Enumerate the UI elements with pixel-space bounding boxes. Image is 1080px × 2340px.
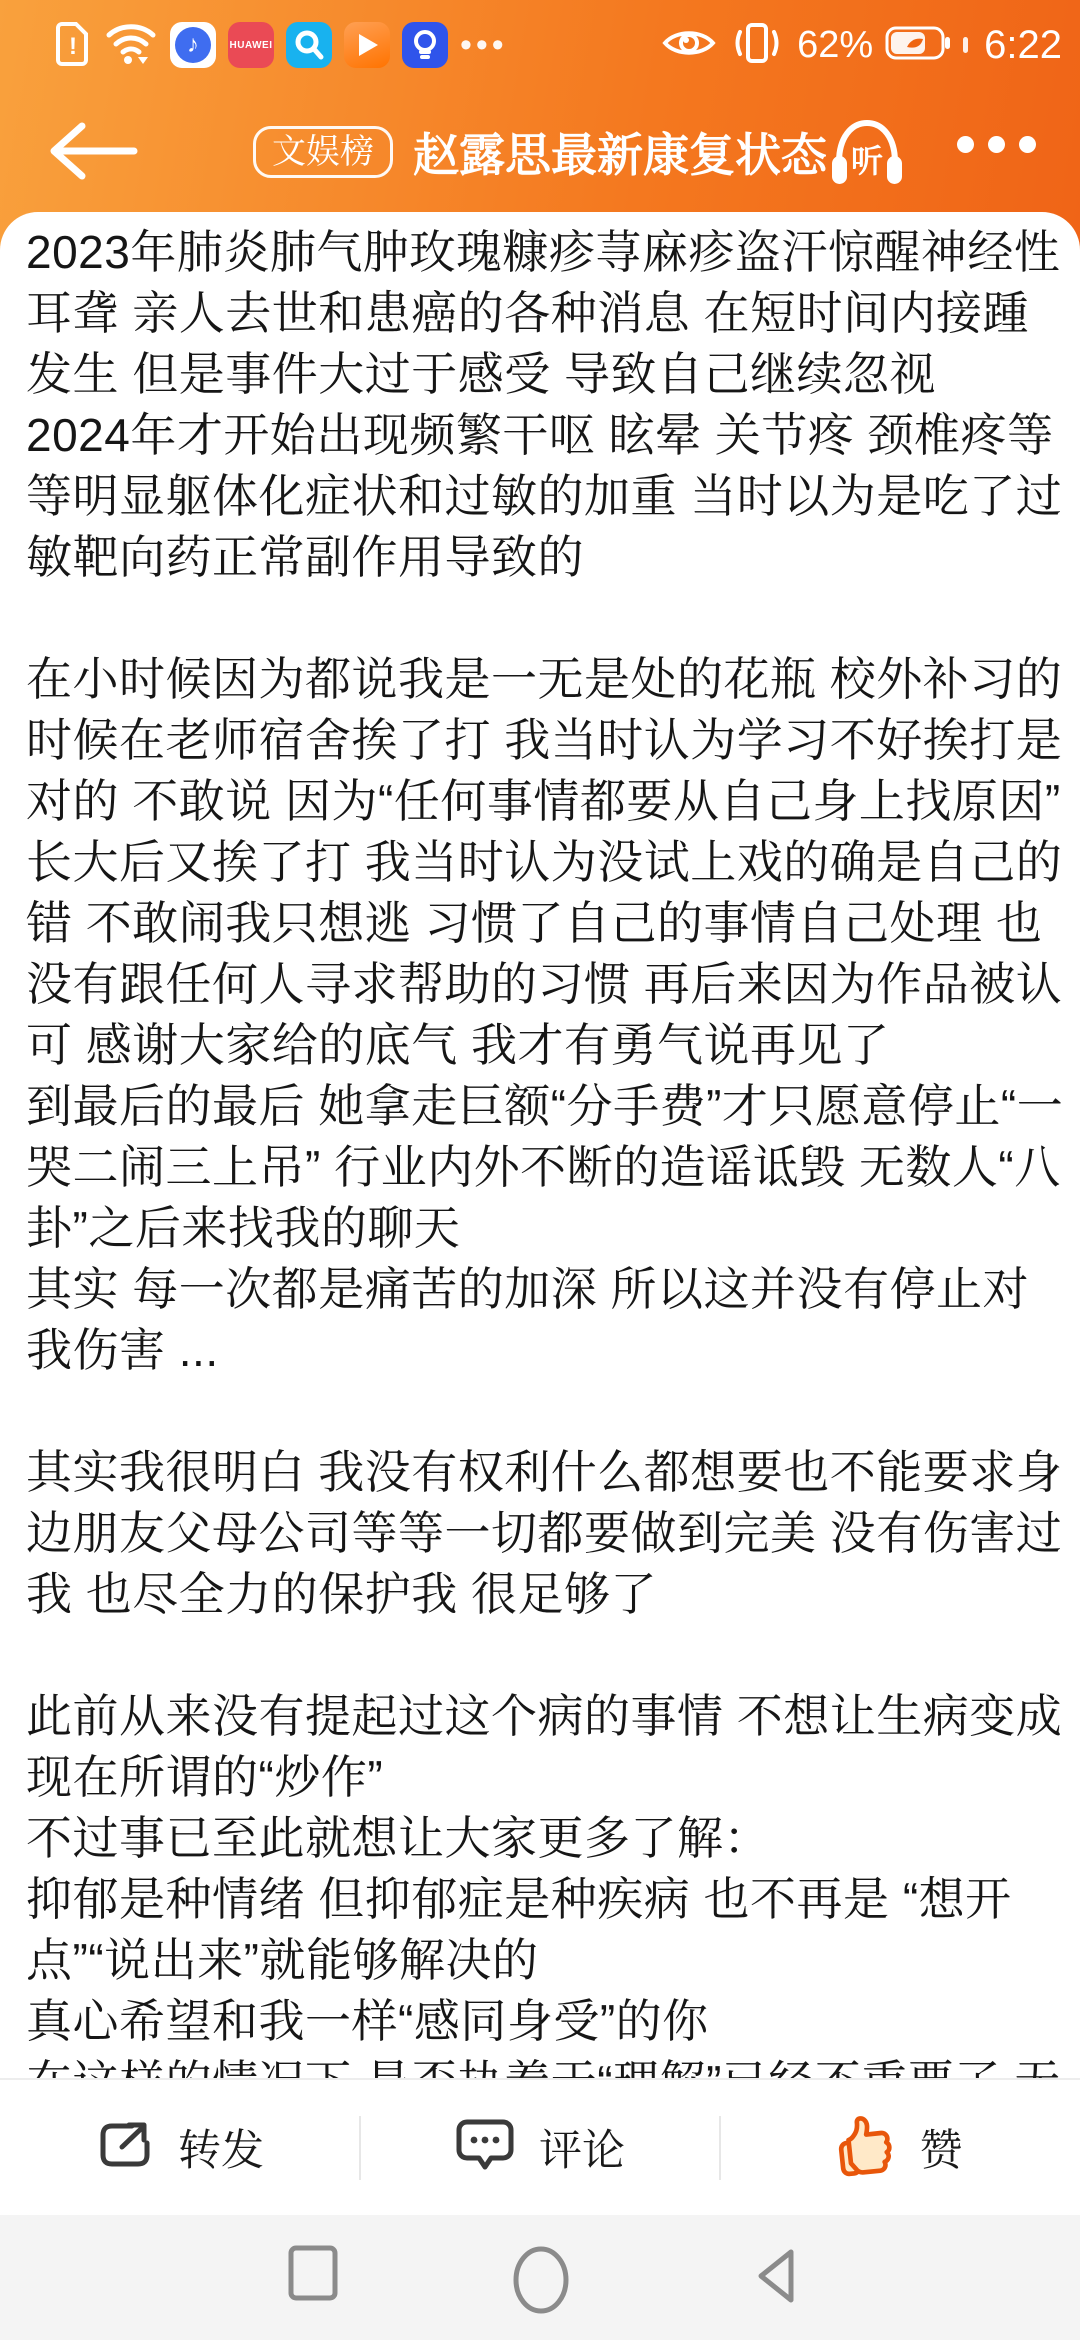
comment-icon: [455, 2117, 515, 2178]
action-toolbar: [0, 2078, 1080, 2215]
post-line: 耳聋 亲人去世和患癌的各种消息 在短时间内接踵: [26, 287, 1030, 339]
rank-badge[interactable]: 文娱榜: [253, 126, 393, 178]
post-line: 不过事已至此就想让大家更多了解：: [26, 1812, 770, 1864]
status-overflow-dots-icon: •••: [460, 26, 508, 64]
status-right-group: [661, 20, 1062, 71]
post-line: 时候在老师宿舍挨了打 我当时认为学习不好挨打是: [26, 714, 1063, 766]
eye-protection-icon: [661, 24, 717, 67]
post-line: 其实 每一次都是痛苦的加深 所以这并没有停止对: [26, 1263, 1030, 1315]
comment-label: 评论: [539, 2127, 625, 2175]
post-line: [26, 1625, 1056, 1686]
listen-button[interactable]: [824, 110, 910, 194]
post-text: [0, 212, 1080, 2113]
toolbar-divider: [359, 2116, 361, 2180]
music-note-glyph: ♪: [175, 27, 211, 63]
thumbs-up-icon: [834, 2112, 898, 2183]
home-circle-icon[interactable]: [512, 2245, 570, 2320]
back-triangle-icon[interactable]: [752, 2245, 798, 2312]
search-app-icon: [286, 22, 332, 68]
back-arrow-icon[interactable]: [42, 116, 142, 186]
repost-icon: [96, 2119, 154, 2176]
battery-percent: 62%: [797, 23, 874, 66]
header-title-group: [253, 92, 827, 212]
post-line: 错 不敢闹我只想逃 习惯了自己的事情自己处理 也: [26, 897, 1043, 949]
recents-square-icon[interactable]: [288, 2245, 338, 2306]
svg-text:!: !: [69, 32, 77, 60]
music-app-icon: [170, 22, 216, 68]
status-left-icons: [54, 19, 508, 72]
post-line: [26, 588, 1056, 649]
page-title: 赵露思最新康复状态: [413, 129, 827, 181]
status-bar: [0, 0, 1080, 90]
post-line: 其实我很明白 我没有权利什么都想要也不能要求身: [26, 1446, 1063, 1498]
listen-label: 听: [850, 143, 884, 179]
battery-saver-icon: [885, 25, 951, 66]
post-line: [26, 1381, 1056, 1442]
post-line: 发生 但是事件大过于感受 导致自己继续忽视: [26, 348, 937, 400]
post-line: 到最后的最后 她拿走巨额“分手费”才只愿意停止“一: [26, 1080, 1064, 1132]
post-line: 敏靶向药正常副作用导致的: [26, 531, 584, 583]
clock-time: 6:22: [984, 22, 1062, 67]
post-line: 现在所谓的“炒作”: [26, 1751, 384, 1803]
like-label: 赞: [919, 2127, 963, 2175]
post-card: [0, 212, 1080, 2078]
post-line: 真心希望和我一样“感同身受”的你: [26, 1995, 709, 2047]
post-line: 卦”之后来找我的聊天: [26, 1202, 461, 1254]
post-line: 边朋友父母公司等等一切都要做到完美 没有伤害过: [26, 1507, 1063, 1559]
post-line: 我伤害 ...: [26, 1324, 219, 1376]
post-line: 对的 不敢说 因为“任何事情都要从自己身上找原因”: [26, 775, 1061, 827]
post-line: 在小时候因为都说我是一无是处的花瓶 校外补习的: [26, 653, 1063, 705]
post-line: 没有跟任何人寻求帮助的习惯 再后来因为作品被认: [26, 958, 1063, 1010]
post-line: 此前从来没有提起过这个病的事情 不想让生病变成: [26, 1690, 1063, 1742]
vibrate-icon: [729, 20, 785, 71]
post-line: 等明显躯体化症状和过敏的加重 当时以为是吃了过: [26, 470, 1063, 522]
repost-button[interactable]: [0, 2080, 360, 2215]
post-line: 抑郁是种情绪 但抑郁症是种疾病 也不再是 “想开: [26, 1873, 1012, 1925]
huawei-app-icon: HUAWEI: [228, 22, 274, 68]
post-line: 我 也尽全力的保护我 很足够了: [26, 1568, 658, 1620]
video-app-icon: [344, 22, 390, 68]
tips-app-icon: [402, 22, 448, 68]
post-line: 2024年才开始出现频繁干呕 眩晕 关节疼 颈椎疼等: [26, 409, 1054, 461]
repost-label: 转发: [178, 2127, 264, 2175]
post-line: 点”“说出来”就能够解决的: [26, 1934, 539, 1986]
like-button[interactable]: [720, 2080, 1080, 2215]
wifi-icon: [104, 19, 158, 72]
status-divider-tick: [963, 37, 968, 53]
post-line: 长大后又挨了打 我当时认为没试上戏的确是自己的: [26, 836, 1063, 888]
header-nav: [0, 92, 1080, 212]
post-line: 2023年肺炎肺气肿玫瑰糠疹荨麻疹盗汗惊醒神经性: [26, 226, 1061, 278]
post-line: 可 感谢大家给的底气 我才有勇气说再见了: [26, 1019, 890, 1071]
post-line: 哭二闹三上吊” 行业内外不断的造谣诋毁 无数人“八: [26, 1141, 1061, 1193]
android-nav-bar: [0, 2215, 1080, 2340]
toolbar-divider: [719, 2116, 721, 2180]
sim-alert-icon: [54, 20, 92, 71]
more-menu-icon[interactable]: [957, 136, 1036, 153]
comment-button[interactable]: [360, 2080, 720, 2215]
